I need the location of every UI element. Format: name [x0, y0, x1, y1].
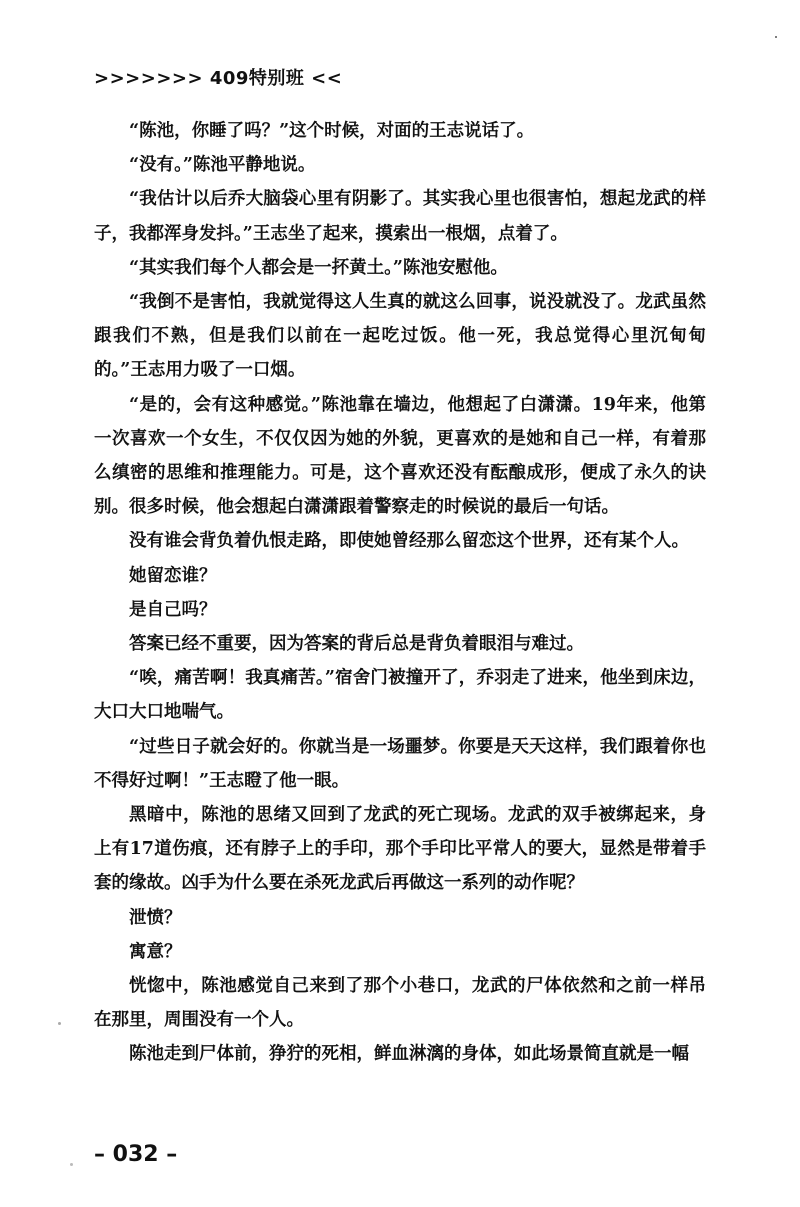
- body-text: [94, 114, 706, 1072]
- paragraph: “唉，痛苦啊！我真痛苦。”宿舍门被撞开了，乔羽走了进来，他坐到床边，大口大口地喘气。: [94, 668, 706, 723]
- scan-speck: [58, 1022, 61, 1025]
- paragraph: 恍惚中，陈池感觉自己来到了那个小巷口，龙武的尸体依然和之前一样吊在那里，周围没有一个人。: [94, 976, 706, 1031]
- paragraph: “其实我们每个人都会是一抔黄土。”陈池安慰他。: [129, 257, 508, 278]
- paragraph: 答案已经不重要，因为答案的背后总是背负着眼泪与难过。: [129, 634, 584, 655]
- paragraph: “过些日子就会好的。你就当是一场噩梦。你要是天天这样，我们跟着你也不得好过啊！”王志瞪了他一眼。: [94, 736, 706, 791]
- paragraph: 她留恋谁？: [129, 565, 217, 586]
- paragraph: 黑暗中，陈池的思绪又回到了龙武的死亡现场。龙武的双手被绑起来，身上有17道伤痕，还有脖子上的手印，那个手印比平常人的要大，显然是带着手套的缘故。凶手为什么要在杀死龙武后再做这一系列的动作呢？: [94, 805, 706, 894]
- scan-speck: [70, 1163, 73, 1166]
- paragraph: “没有。”陈池平静地说。: [129, 155, 316, 176]
- paragraph: 寓意？: [129, 941, 182, 962]
- page-number: – 032 –: [94, 1142, 178, 1167]
- paragraph: “是的，会有这种感觉。”陈池靠在墙边，他想起了白潇潇。19年来，他第一次喜欢一个女生，不仅仅因为她的外貌，更喜欢的是她和自己一样，有着那么缜密的思维和推理能力。可是，这个喜欢还没有酝酿成形，便成了永久的诀别。很多时候，他会想起白潇潇跟着警察走的时候说的最后一句话。: [94, 394, 706, 518]
- paragraph: “我估计以后乔大脑袋心里有阴影了。其实我心里也很害怕，想起龙武的样子，我都浑身发抖。”王志坐了起来，摸索出一根烟，点着了。: [94, 189, 706, 244]
- paragraph: “我倒不是害怕，我就觉得这人生真的就这么回事，说没就没了。龙武虽然跟我们不熟，但是我们以前在一起吃过饭。他一死，我总觉得心里沉甸甸的。”王志用力吸了一口烟。: [94, 292, 706, 381]
- paragraph: “陈池，你睡了吗？”这个时候，对面的王志说话了。: [129, 121, 535, 141]
- scan-speck: [775, 36, 777, 38]
- running-header: >>>>>>> 409特别班 <<: [94, 68, 343, 89]
- paragraph: 是自己吗？: [129, 599, 217, 620]
- paragraph: 没有谁会背负着仇恨走路，即使她曾经那么留恋这个世界，还有某个人。: [129, 531, 689, 552]
- paragraph: 泄愤？: [129, 907, 182, 928]
- paragraph: 陈池走到尸体前，狰狞的死相，鲜血淋漓的身体，如此场景简直就是一幅: [129, 1044, 689, 1065]
